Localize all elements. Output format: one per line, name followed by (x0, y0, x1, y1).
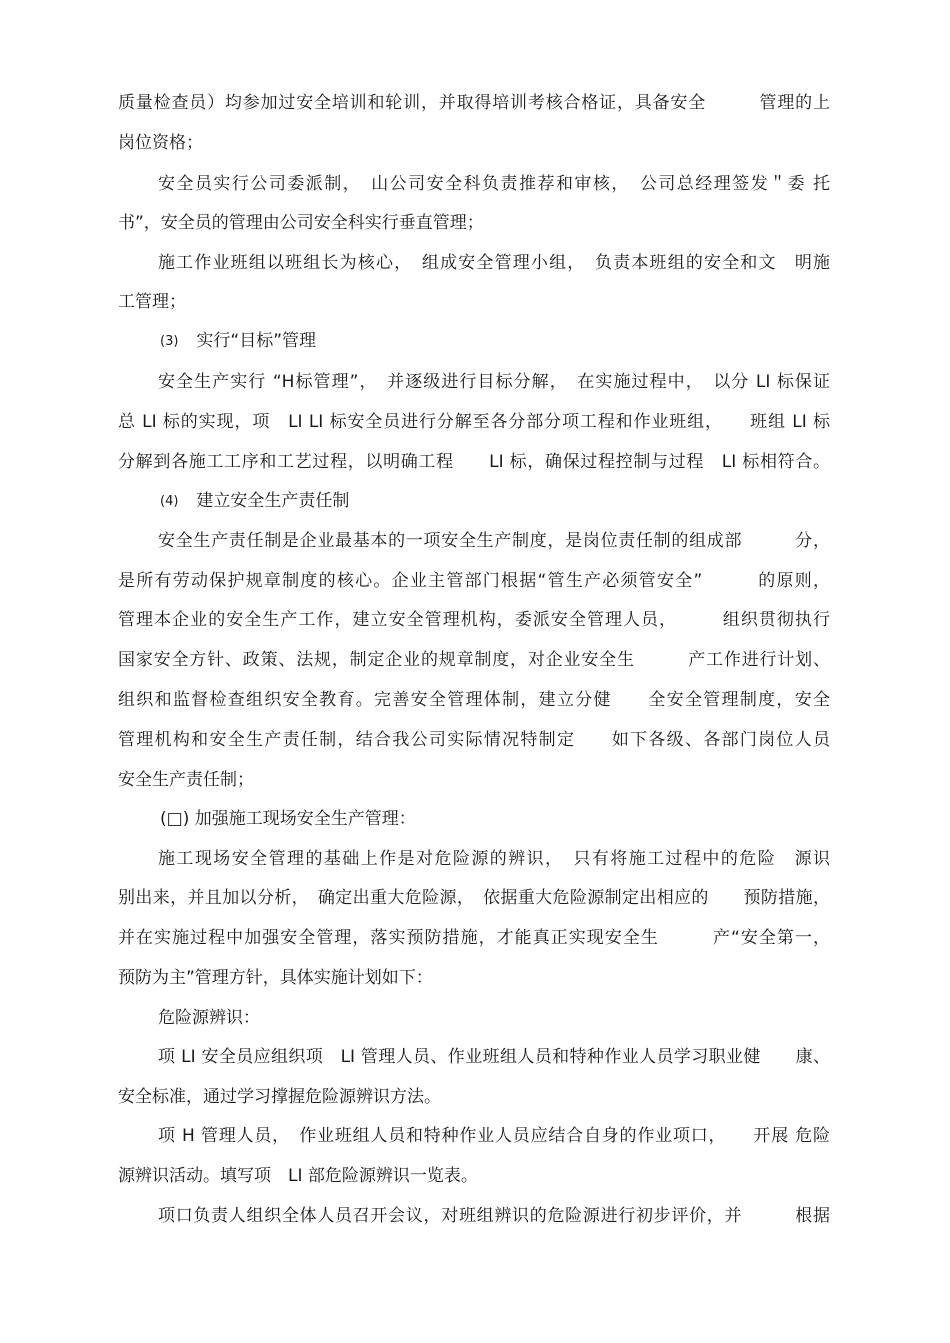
heading-text: 实行“目标”管理 (196, 331, 317, 351)
section-heading-3 (160, 329, 760, 353)
body-line: 分解到各施工工序和工艺过程，以明确工程 LI 标，确保过程控制与过程 LI 标相符合。 (118, 452, 830, 472)
body-line: 管理本企业的安全生产工作，建立安全管理机构，委派安全管理人员， 组织贯彻执行 (118, 610, 830, 630)
heading-number: (4) (160, 494, 179, 509)
body-line: 安全生产实行 “H标管理”， 并逐级进行目标分解， 在实施过程中， 以分 LI 标保证 (158, 372, 830, 392)
body-line: 并在实施过程中加强安全管理，落实预防措施，才能真正实现安全生 产“安全第一， (118, 928, 830, 948)
heading-text: 建立安全生产责任制 (196, 491, 350, 511)
body-line: 项 LI 安全员应组织项 LI 管理人员、作业班组人员和特种作业人员学习职业健 康、 (158, 1047, 830, 1067)
body-line: 安全员实行公司委派制， 山公司安全科负责推荐和审核， 公司总经理签发＂委 托 (158, 174, 830, 194)
body-line: 工管理； (118, 292, 186, 312)
body-line: 安全标准，通过学习撑握危险源辨识方法。 (118, 1087, 441, 1107)
body-line: 安全生产责任制是企业最基本的一项安全生产制度，是岗位责任制的组成部 分， (158, 531, 830, 551)
body-line: 源辨识活动。填写项 LI 部危险源辨识一览表。 (118, 1166, 478, 1186)
body-line: 施工作业班组以班组长为核心， 组成安全管理小组， 负责本班组的安全和文 明施 (158, 253, 830, 273)
body-line: 国家安全方针、政策、法规，制定企业的规章制度，对企业安全生 产工作进行计划、 (118, 650, 830, 670)
body-line: 施工现场安全管理的基础上作是对危险源的辨识， 只有将施工过程中的危险 源识 (158, 849, 830, 869)
body-line: 书”，安全员的管理由公司安全科实行垂直管理； (118, 213, 484, 233)
body-line: 危险源辨识： (158, 1008, 260, 1028)
section-heading-5: (□) 加强施工现场安全生产管理： (160, 809, 416, 829)
section-heading-4 (160, 489, 760, 513)
body-line: 组织和监督检查组织安全教育。完善安全管理体制，建立分健 全安全管理制度，安全 (118, 690, 830, 710)
body-line: 预防为主”管理方针，具体实施计划如下： (118, 968, 433, 988)
body-line: 项 H 管理人员， 作业班组人员和特种作业人员应结合自身的作业项口， 开展 危险 (158, 1126, 830, 1146)
body-line: 项口负责人组织全体人员召开会议，对班组辨识的危险源进行初步评价，并 根据 (158, 1206, 830, 1226)
body-line: 安全生产责任制； (118, 770, 254, 790)
body-line: 是所有劳动保护规章制度的核心。企业主管部门根据“管生产必须管安全” 的原则， (118, 571, 830, 591)
body-line: 管理机构和安全生产责任制，结合我公司实际情况特制定 如下各级、各部门岗位人员 (118, 730, 830, 750)
body-line: 别出来，并且加以分析， 确定出重大危险源， 依据重大危险源制定出相应的 预防措施， (118, 888, 830, 908)
body-line: 总 LI 标的实现，项 LI LI 标安全员进行分解至各分部分项工程和作业班组， 班组 LI 标 (118, 412, 830, 432)
body-line: 岗位资格； (118, 133, 203, 153)
body-line: 质量检查员）均参加过安全培训和轮训，并取得培训考核合格证，具备安全 管理的上 (118, 93, 830, 113)
heading-number: (3) (160, 334, 179, 349)
